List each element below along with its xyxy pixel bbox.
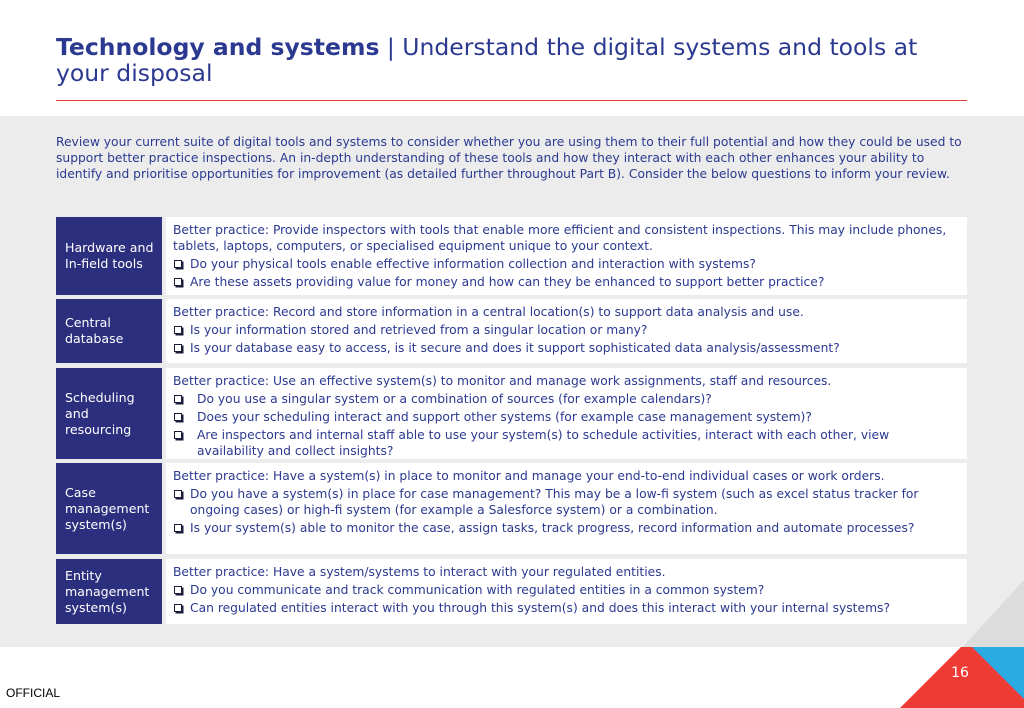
row-case-management bbox=[56, 463, 967, 554]
list-item: Do you use a singular system or a combination of sources (for example calendars)? bbox=[173, 391, 957, 407]
checkbox-bullet-icon bbox=[174, 604, 182, 612]
row-label: Central database bbox=[56, 299, 162, 363]
checkbox-bullet-icon bbox=[174, 586, 182, 594]
row-entity-management bbox=[56, 559, 967, 624]
list-item: Is your system(s) able to monitor the case, assign tasks, track progress, record information and automate processes? bbox=[173, 520, 957, 536]
row-lead: Better practice: Use an effective system(s) to monitor and manage work assignments, staff and resources. bbox=[173, 374, 832, 388]
row-content bbox=[166, 559, 967, 624]
classification-label: OFFICIAL bbox=[6, 686, 61, 700]
list-item: Is your information stored and retrieved from a singular location or many? bbox=[173, 322, 957, 338]
page-title-bold: Technology and systems bbox=[56, 33, 380, 61]
checkbox-bullet-icon bbox=[174, 524, 182, 532]
row-content bbox=[166, 299, 967, 363]
list-item: Do you have a system(s) in place for case management? This may be a low-fi system (such as excel status tracker for ongoing cases) or high-fi system (for example a Salesforce system) or a combination. bbox=[173, 486, 957, 518]
row-scheduling bbox=[56, 368, 967, 459]
row-label: Entity management system(s) bbox=[56, 559, 162, 624]
row-lead: Better practice: Provide inspectors with tools that enable more efficient and consistent inspections. This may include phones, tablets, laptops, computers, or specialised equipment unique to your context. bbox=[173, 223, 947, 253]
list-item: Do you communicate and track communication with regulated entities in a common system? bbox=[173, 582, 957, 598]
row-label: Case management system(s) bbox=[56, 463, 162, 554]
row-label: Scheduling and resourcing bbox=[56, 368, 162, 459]
row-label: Hardware and In-field tools bbox=[56, 217, 162, 295]
checkbox-bullet-icon bbox=[174, 413, 182, 421]
list-item: Is your database easy to access, is it secure and does it support sophisticated data analysis/assessment? bbox=[173, 340, 957, 356]
row-content bbox=[166, 217, 967, 295]
page-title bbox=[56, 34, 956, 86]
page-number: 16 bbox=[951, 665, 969, 681]
checkbox-bullet-icon bbox=[174, 431, 182, 439]
title-divider bbox=[56, 100, 967, 101]
list-item: Does your scheduling interact and support other systems (for example case management system)? bbox=[173, 409, 957, 425]
page-title-rest: | Understand the digital systems and tools at your disposal bbox=[56, 33, 918, 87]
row-content bbox=[166, 463, 967, 554]
list-item: Are these assets providing value for money and how can they be enhanced to support better practice? bbox=[173, 274, 957, 290]
list-item: Are inspectors and internal staff able to use your system(s) to schedule activities, interact with each other, view availability and collect insights? bbox=[173, 427, 957, 459]
row-lead: Better practice: Have a system/systems to interact with your regulated entities. bbox=[173, 565, 666, 579]
row-lead: Better practice: Record and store information in a central location(s) to support data analysis and use. bbox=[173, 305, 804, 319]
list-item: Do your physical tools enable effective information collection and interaction with systems? bbox=[173, 256, 957, 272]
checkbox-bullet-icon bbox=[174, 278, 182, 286]
list-item: Can regulated entities interact with you through this system(s) and does this interact with your internal systems? bbox=[173, 600, 957, 616]
row-lead: Better practice: Have a system(s) in place to monitor and manage your end-to-end individual cases or work orders. bbox=[173, 469, 885, 483]
row-content bbox=[166, 368, 967, 459]
checkbox-bullet-icon bbox=[174, 260, 182, 268]
checkbox-bullet-icon bbox=[174, 326, 182, 334]
intro-paragraph: Review your current suite of digital tools and systems to consider whether you are using them to their full potential and how they could be used to support better practice inspections. An in-depth understanding of these tools and how they interact with each other enhances your ability to identify and prioritise opportunities for improvement (as detailed further throughout Part B). Consider the below questions to inform your review. bbox=[56, 135, 962, 181]
row-hardware bbox=[56, 217, 967, 295]
corner-decoration bbox=[960, 580, 1024, 650]
checkbox-bullet-icon bbox=[174, 344, 182, 352]
row-central-database bbox=[56, 299, 967, 363]
checkbox-bullet-icon bbox=[174, 490, 182, 498]
checkbox-bullet-icon bbox=[174, 395, 182, 403]
